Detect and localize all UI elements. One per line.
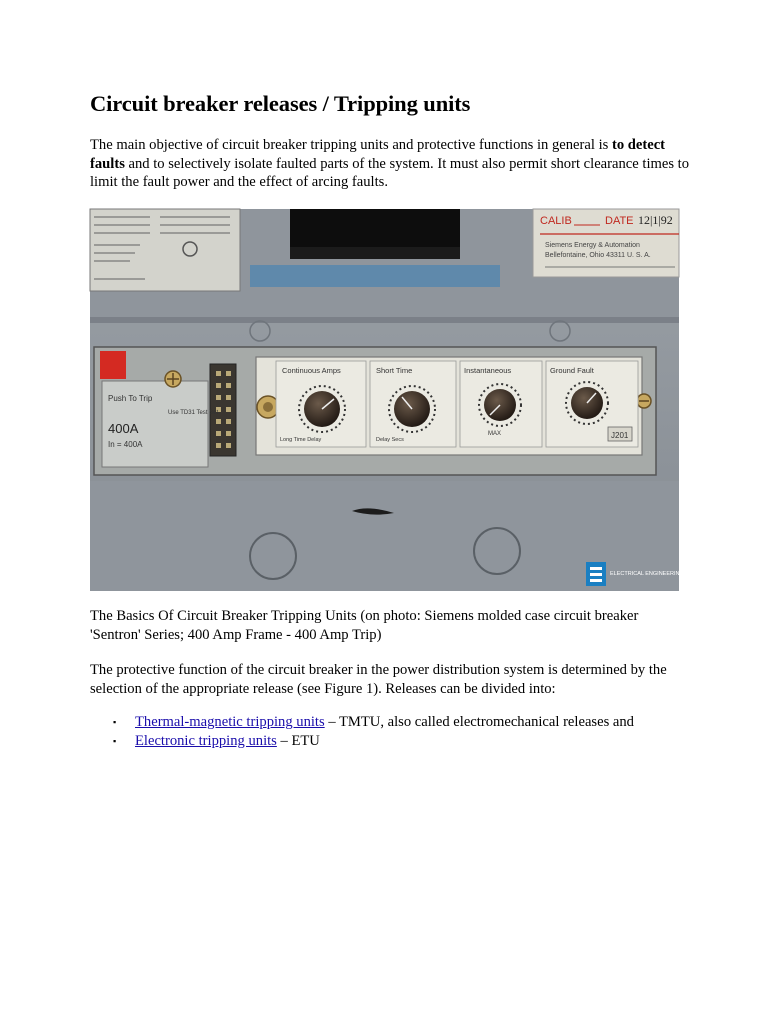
dial-continuous-amps-label: Continuous Amps	[282, 366, 341, 375]
list-item	[90, 713, 634, 732]
dial-instantaneous[interactable]	[460, 361, 542, 447]
long-time-delay-label: Long Time Delay	[280, 437, 322, 443]
blue-marker-strip	[250, 265, 500, 287]
calib-label: CALIB	[540, 215, 572, 227]
in-rating-text: In = 400A	[108, 440, 143, 449]
release-types-list	[90, 713, 634, 750]
intro-text-after: and to selectively isolate faulted parts of the system. It must also permit short clearance times to limit the fault power and the effect of arcing faults.	[90, 155, 690, 191]
circuit-breaker-photo	[90, 209, 707, 591]
date-label: DATE	[605, 215, 634, 227]
intro-paragraph	[90, 136, 690, 192]
body-paragraph: The protective function of the circuit breaker in the power distribution system is determined by the selection of the appropriate release (see Figure 1). Releases can be divided into:	[90, 662, 667, 697]
trip-indicator	[100, 351, 126, 379]
electronic-link[interactable]: Electronic tripping units	[135, 732, 277, 749]
dial-ground-fault[interactable]	[546, 361, 638, 447]
dial-ground-fault-label: Ground Fault	[550, 366, 594, 375]
maker-line1: Siemens Energy & Automation	[545, 242, 640, 249]
page-title: Circuit breaker releases / Tripping units	[90, 91, 471, 116]
dial-short-time[interactable]	[370, 361, 456, 447]
rating-text: 400A	[108, 421, 139, 436]
delay-secs-label: Delay Secs	[376, 437, 404, 443]
push-to-trip-label: Push To Trip	[108, 394, 153, 403]
logo-text: ELECTRICAL ENGINEERING PORTAL	[610, 571, 707, 577]
intro-bold-text: to detect faults	[90, 137, 666, 172]
maker-line2: Bellefontaine, Ohio 43311 U. S. A.	[545, 252, 651, 259]
test-set-label: Use TD31 Test Set	[168, 410, 219, 416]
breaker-handle	[290, 209, 460, 247]
dial-short-time-label: Short Time	[376, 366, 413, 375]
bullet-icon: ▪	[113, 717, 117, 727]
photo-caption: The Basics Of Circuit Breaker Tripping Units (on photo: Siemens molded case circuit breaker 'Sentron' Series; 400 Amp Frame - 400 Amp Trip)	[90, 608, 639, 643]
thermal-magnetic-link[interactable]: Thermal-magnetic tripping units	[135, 714, 325, 730]
list-item-text: – ETU	[276, 732, 320, 749]
list-item-text: – TMTU, also called electromechanical releases and	[324, 714, 634, 730]
model-label: J201	[611, 431, 629, 440]
date-value: 12|1|92	[638, 213, 673, 227]
bullet-icon: ▪	[113, 735, 117, 746]
list-item	[90, 732, 634, 751]
max-label: MAX	[488, 431, 502, 437]
intro-text-before: The main objective of circuit breaker tripping units and protective functions in general is	[90, 137, 612, 153]
dial-continuous-amps[interactable]	[276, 361, 366, 447]
dial-instantaneous-label: Instantaneous	[464, 366, 512, 375]
